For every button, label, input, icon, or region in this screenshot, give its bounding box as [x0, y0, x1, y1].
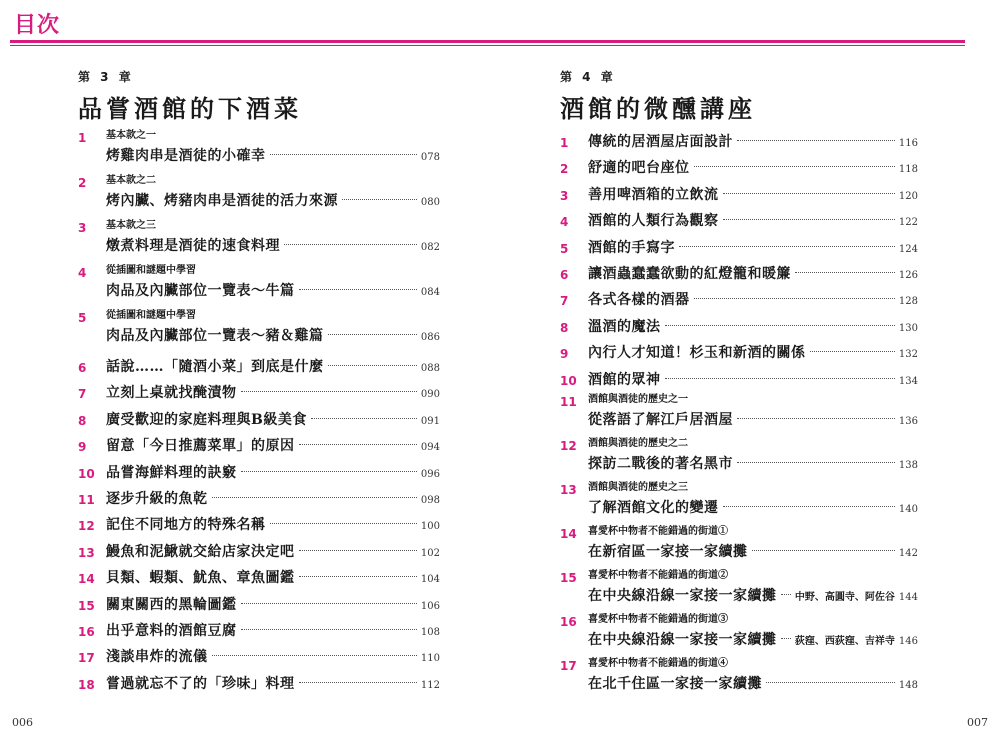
entry-number: 3 [560, 188, 569, 203]
entry-page: 084 [420, 287, 440, 298]
chapter-label: 第 3 章 [78, 70, 134, 84]
entry-kicker: 酒館與酒徒的歷史之一 [588, 393, 688, 405]
toc-entry [560, 393, 918, 437]
entry-page: 124 [898, 243, 918, 255]
entry-number: 17 [560, 658, 577, 673]
entry-title: 嘗過就忘不了的「珍味」料理 [106, 675, 295, 692]
entry-page: 100 [420, 521, 440, 533]
dot-leader [299, 550, 417, 551]
toc-entry [78, 129, 440, 174]
entry-title: 從落語了解江戶居酒屋 [588, 411, 733, 428]
entry-page: 140 [898, 503, 918, 515]
toc-entry [78, 644, 440, 670]
entry-number: 18 [78, 677, 95, 692]
dot-leader [342, 199, 417, 200]
entry-title: 逐步升級的魚乾 [106, 490, 208, 507]
entry-kicker: 喜愛杯中物者不能錯過的街道② [588, 569, 728, 581]
toc-entry [560, 525, 918, 569]
entry-page: 120 [898, 190, 918, 202]
dot-leader [766, 682, 895, 683]
entry-kicker: 基本款之三 [106, 220, 156, 231]
entry-page: 126 [898, 269, 918, 281]
entry-number: 5 [560, 241, 569, 256]
toc-entry [78, 264, 440, 309]
entry-title: 探訪二戰後的著名黑市 [588, 455, 733, 472]
toc-entry [560, 481, 918, 525]
left-column [78, 60, 440, 697]
dot-leader [299, 576, 417, 577]
toc-entry [560, 261, 918, 287]
dot-leader [328, 334, 417, 335]
toc-entry [78, 539, 440, 565]
dot-leader [212, 497, 417, 498]
entry-page: 142 [898, 547, 918, 559]
dot-leader [781, 638, 791, 639]
entry-number: 14 [78, 572, 95, 587]
entry-kicker: 酒館與酒徒的歷史之二 [588, 437, 688, 449]
entry-number: 16 [560, 614, 577, 629]
entry-number: 9 [78, 440, 87, 455]
header-rule-thin [10, 45, 965, 46]
toc-entry [78, 486, 440, 512]
header-rule [10, 40, 965, 43]
dot-leader [284, 244, 417, 245]
entry-page: 078 [420, 152, 440, 163]
dot-leader [270, 523, 417, 524]
toc-entry [78, 174, 440, 219]
toc-entry [560, 340, 918, 366]
toc-entry [560, 155, 918, 181]
entry-kicker: 從插圖和謎題中學習 [106, 310, 196, 321]
entry-number: 7 [78, 387, 87, 402]
dot-leader [723, 506, 895, 507]
entry-number: 8 [560, 320, 569, 335]
entry-title: 善用啤酒箱的立飲流 [588, 186, 719, 203]
entry-title: 烤內臟、烤豬肉串是酒徒的活力來源 [106, 193, 338, 209]
toc-entry [560, 182, 918, 208]
dot-leader [241, 391, 417, 392]
entry-title: 舒適的吧台座位 [588, 160, 690, 177]
entry-title: 記住不同地方的特殊名稱 [106, 517, 266, 534]
dot-leader [679, 246, 895, 247]
toc-entry [78, 671, 440, 697]
toc-entry [560, 367, 918, 393]
entry-page: 108 [420, 626, 440, 638]
entry-number: 10 [78, 466, 95, 481]
entry-title: 出乎意料的酒館豆腐 [106, 622, 237, 639]
entry-number: 2 [560, 162, 569, 177]
entry-number: 12 [78, 519, 95, 534]
entry-page: 130 [898, 322, 918, 334]
entry-title: 各式各樣的酒器 [588, 292, 690, 309]
entry-title: 燉煮料理是酒徒的速食料理 [106, 238, 280, 254]
entry-page: 148 [898, 679, 918, 691]
dot-leader [311, 418, 417, 419]
toc-entry [78, 407, 440, 433]
toc-entry [560, 208, 918, 234]
entry-title: 留意「今日推薦菜單」的原因 [106, 438, 295, 455]
entry-page: 090 [420, 389, 440, 401]
toc-list [560, 129, 918, 701]
entry-subtitle: 荻窪、西荻窪、吉祥寺 [794, 635, 895, 647]
entry-kicker: 喜愛杯中物者不能錯過的街道① [588, 525, 728, 537]
entry-title: 廣受歡迎的家庭料理與B級美食 [106, 411, 307, 428]
entry-number: 6 [560, 267, 569, 282]
entry-title: 烤雞肉串是酒徒的小確幸 [106, 148, 266, 164]
dot-leader [212, 655, 417, 656]
dot-leader [328, 365, 417, 366]
entry-title: 讓酒蟲蠢蠢欲動的紅燈籠和暖簾 [588, 265, 791, 282]
entry-kicker: 喜愛杯中物者不能錯過的街道④ [588, 657, 728, 669]
dot-leader [694, 166, 895, 167]
dot-leader [241, 603, 417, 604]
entry-number: 16 [78, 624, 95, 639]
entry-number: 2 [78, 176, 87, 190]
toc-entry [78, 380, 440, 406]
entry-page: 088 [420, 363, 440, 374]
toc-entry [78, 433, 440, 459]
entry-number: 1 [78, 131, 87, 145]
dot-leader [241, 471, 417, 472]
toc-list [78, 129, 440, 697]
dot-leader [694, 298, 895, 299]
entry-page: 144 [898, 591, 918, 603]
entry-number: 9 [560, 347, 569, 362]
entry-kicker: 基本款之一 [106, 130, 156, 141]
entry-number: 17 [78, 651, 95, 666]
entry-page: 106 [420, 600, 440, 612]
entry-page: 102 [420, 547, 440, 559]
dot-leader [737, 462, 895, 463]
toc-entry [78, 618, 440, 644]
entry-page: 110 [420, 653, 440, 665]
entry-page: 138 [898, 459, 918, 471]
entry-page: 132 [898, 349, 918, 361]
entry-title: 酒館的手寫字 [588, 239, 675, 256]
toc-entry [560, 613, 918, 657]
entry-title: 貝類、蝦類、魷魚、章魚圖鑑 [106, 570, 295, 587]
toc-entry [560, 657, 918, 701]
toc-entry [78, 460, 440, 486]
dot-leader [665, 325, 895, 326]
entry-title: 內行人才知道！杉玉和新酒的關係 [588, 345, 806, 362]
entry-page: 098 [420, 494, 440, 506]
entry-number: 14 [560, 526, 577, 541]
entry-page: 134 [898, 375, 918, 387]
entry-page: 086 [420, 332, 440, 343]
toc-entry [78, 512, 440, 538]
dot-leader [665, 378, 895, 379]
entry-page: 112 [420, 679, 440, 691]
entry-subtitle: 中野、高圓寺、阿佐谷 [794, 591, 895, 603]
dot-leader [299, 444, 417, 445]
entry-page: 096 [420, 468, 440, 480]
toc-entry [78, 565, 440, 591]
toc-entry [78, 592, 440, 618]
dot-leader [781, 594, 791, 595]
entry-page: 128 [898, 296, 918, 308]
entry-page: 146 [898, 635, 918, 647]
entry-title: 鰻魚和泥鰍就交給店家決定吧 [106, 543, 295, 560]
entry-number: 7 [560, 294, 569, 309]
entry-title: 在北千住區一家接一家續攤 [588, 675, 762, 692]
dot-leader [737, 140, 895, 141]
entry-page: 104 [420, 574, 440, 586]
entry-title: 肉品及內臟部位一覽表～豬＆雞篇 [106, 328, 324, 344]
entry-number: 11 [78, 492, 95, 507]
dot-leader [810, 351, 895, 352]
dot-leader [241, 629, 417, 630]
entry-title: 了解酒館文化的變遷 [588, 499, 719, 516]
entry-page: 082 [420, 242, 440, 253]
entry-title: 溫酒的魔法 [588, 318, 661, 335]
entry-number: 10 [560, 373, 577, 388]
dot-leader [737, 418, 895, 419]
entry-title: 在新宿區一家接一家續攤 [588, 543, 748, 560]
entry-kicker: 從插圖和謎題中學習 [106, 265, 196, 276]
entry-title: 肉品及內臟部位一覽表～牛篇 [106, 283, 295, 299]
entry-page: 136 [898, 415, 918, 427]
toc-entry [560, 129, 918, 155]
entry-title: 在中央線沿線一家接一家續攤 [588, 587, 777, 604]
dot-leader [723, 193, 895, 194]
toc-entry [560, 437, 918, 481]
entry-title: 在中央線沿線一家接一家續攤 [588, 631, 777, 648]
entry-title: 淺談串炸的流儀 [106, 649, 208, 666]
entry-title: 立刻上桌就找醃漬物 [106, 385, 237, 402]
dot-leader [270, 154, 417, 155]
page-number-right: 007 [967, 716, 988, 729]
right-column [560, 60, 918, 701]
toc-entry [560, 569, 918, 613]
entry-kicker: 基本款之二 [106, 175, 156, 186]
dot-leader [723, 219, 895, 220]
page-title: 目次 [14, 12, 61, 38]
entry-number: 6 [78, 361, 87, 375]
entry-page: 118 [898, 164, 918, 176]
toc-entry [78, 354, 440, 380]
entry-number: 3 [78, 221, 87, 235]
entry-number: 13 [560, 482, 577, 497]
entry-number: 8 [78, 413, 87, 428]
page-number-left: 006 [12, 716, 33, 729]
entry-title: 酒館的人類行為觀察 [588, 213, 719, 230]
entry-number: 4 [560, 215, 569, 230]
toc-entry [78, 219, 440, 264]
toc-entry [560, 314, 918, 340]
entry-number: 11 [560, 394, 577, 409]
toc-entry [78, 309, 440, 354]
entry-page: 094 [420, 442, 440, 454]
entry-page: 122 [898, 217, 918, 229]
entry-kicker: 酒館與酒徒的歷史之三 [588, 481, 688, 493]
entry-number: 15 [78, 598, 95, 613]
entry-number: 15 [560, 570, 577, 585]
entry-number: 4 [78, 266, 87, 280]
dot-leader [299, 682, 417, 683]
dot-leader [752, 550, 895, 551]
entry-page: 080 [420, 197, 440, 208]
entry-title: 傳統的居酒屋店面設計 [588, 134, 733, 150]
dot-leader [795, 272, 895, 273]
entry-kicker: 喜愛杯中物者不能錯過的街道③ [588, 613, 728, 625]
entry-page: 091 [420, 415, 440, 427]
chapter-title: 酒館的微醺講座 [560, 94, 756, 123]
dot-leader [299, 289, 417, 290]
entry-page: 116 [898, 138, 918, 149]
toc-entry [560, 235, 918, 261]
entry-number: 12 [560, 438, 577, 453]
entry-number: 1 [560, 136, 569, 150]
entry-title: 話說……「隨酒小菜」到底是什麼 [106, 359, 324, 375]
chapter-title: 品嘗酒館的下酒菜 [78, 94, 302, 123]
entry-title: 酒館的眾神 [588, 371, 661, 388]
chapter-label: 第 4 章 [560, 70, 616, 84]
entry-number: 5 [78, 311, 87, 325]
entry-number: 13 [78, 545, 95, 560]
toc-entry [560, 287, 918, 313]
entry-title: 關東關西的黑輪圖鑑 [106, 596, 237, 613]
entry-title: 品嘗海鮮料理的訣竅 [106, 464, 237, 481]
